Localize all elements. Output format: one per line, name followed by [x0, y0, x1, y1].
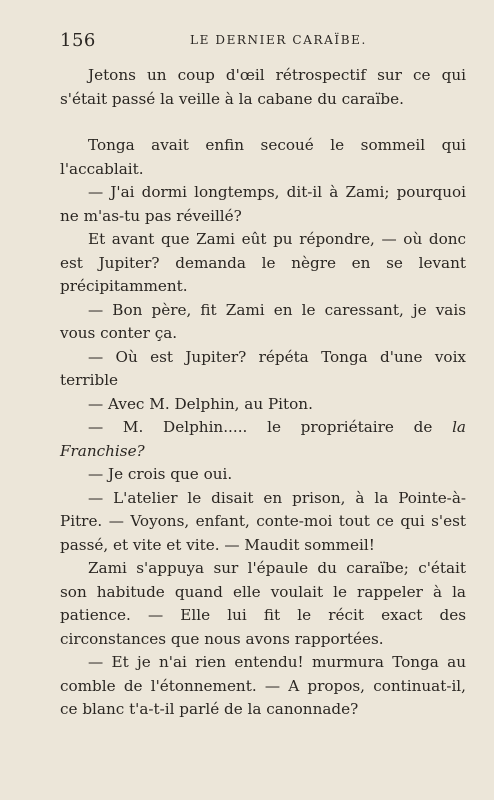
- paragraph: — Je crois que oui.: [88, 465, 233, 483]
- paragraph: Tonga avait enfin secoué le sommeil qui l'accablait.: [60, 136, 466, 178]
- paragraph: — L'atelier le disait en prison, à la Pointe-à-Pitre. — Voyons, enfant, conte-moi tout ce qui s'est passé, et vite et vite. — Maudit sommeil!: [60, 488, 466, 554]
- paragraph: — Et je n'ai rien entendu! murmura Tonga au comble de l'étonnement. — A propos, continuat-il, ce blanc t'a-t-il parlé de la canonnade?: [60, 653, 466, 718]
- paragraph: — J'ai dormi longtemps, dit-il à Zami; pourquoi ne m'as-tu pas réveillé?: [60, 183, 466, 225]
- paragraph: — Avec M. Delphin, au Piton.: [88, 394, 313, 413]
- paragraph: Et avant que Zami eût pu répondre, — où donc est Jupiter? demanda le nègre en se levant précipitamment.: [60, 230, 466, 295]
- page-number: 156: [60, 30, 96, 51]
- body-text: [60, 64, 466, 722]
- section-break: [60, 111, 466, 134]
- paragraph-text: — M. Delphin..... le propriétaire de: [88, 418, 453, 436]
- paragraph: — Bon père, fit Zami en le caressant, je vais vous conter ça.: [60, 300, 466, 342]
- plantation-name: la Franchise?: [60, 418, 466, 460]
- running-head: [60, 30, 466, 52]
- paragraph: — Où est Jupiter? répéta Tonga d'une voix terrible: [60, 347, 466, 389]
- running-title: LE DERNIER CARAÏBE.: [190, 33, 367, 47]
- paragraph: [60, 416, 466, 463]
- paragraph: Zami s'appuya sur l'épaule du caraïbe; c'était son habitude quand elle voulait le rappeler à la patience. — Elle lui fit le récit exact des circonstances que nous avons rapportées.: [60, 559, 466, 648]
- paragraph: Jetons un coup d'œil rétrospectif sur ce qui s'était passé la veille à la cabane du caraïbe.: [60, 66, 466, 108]
